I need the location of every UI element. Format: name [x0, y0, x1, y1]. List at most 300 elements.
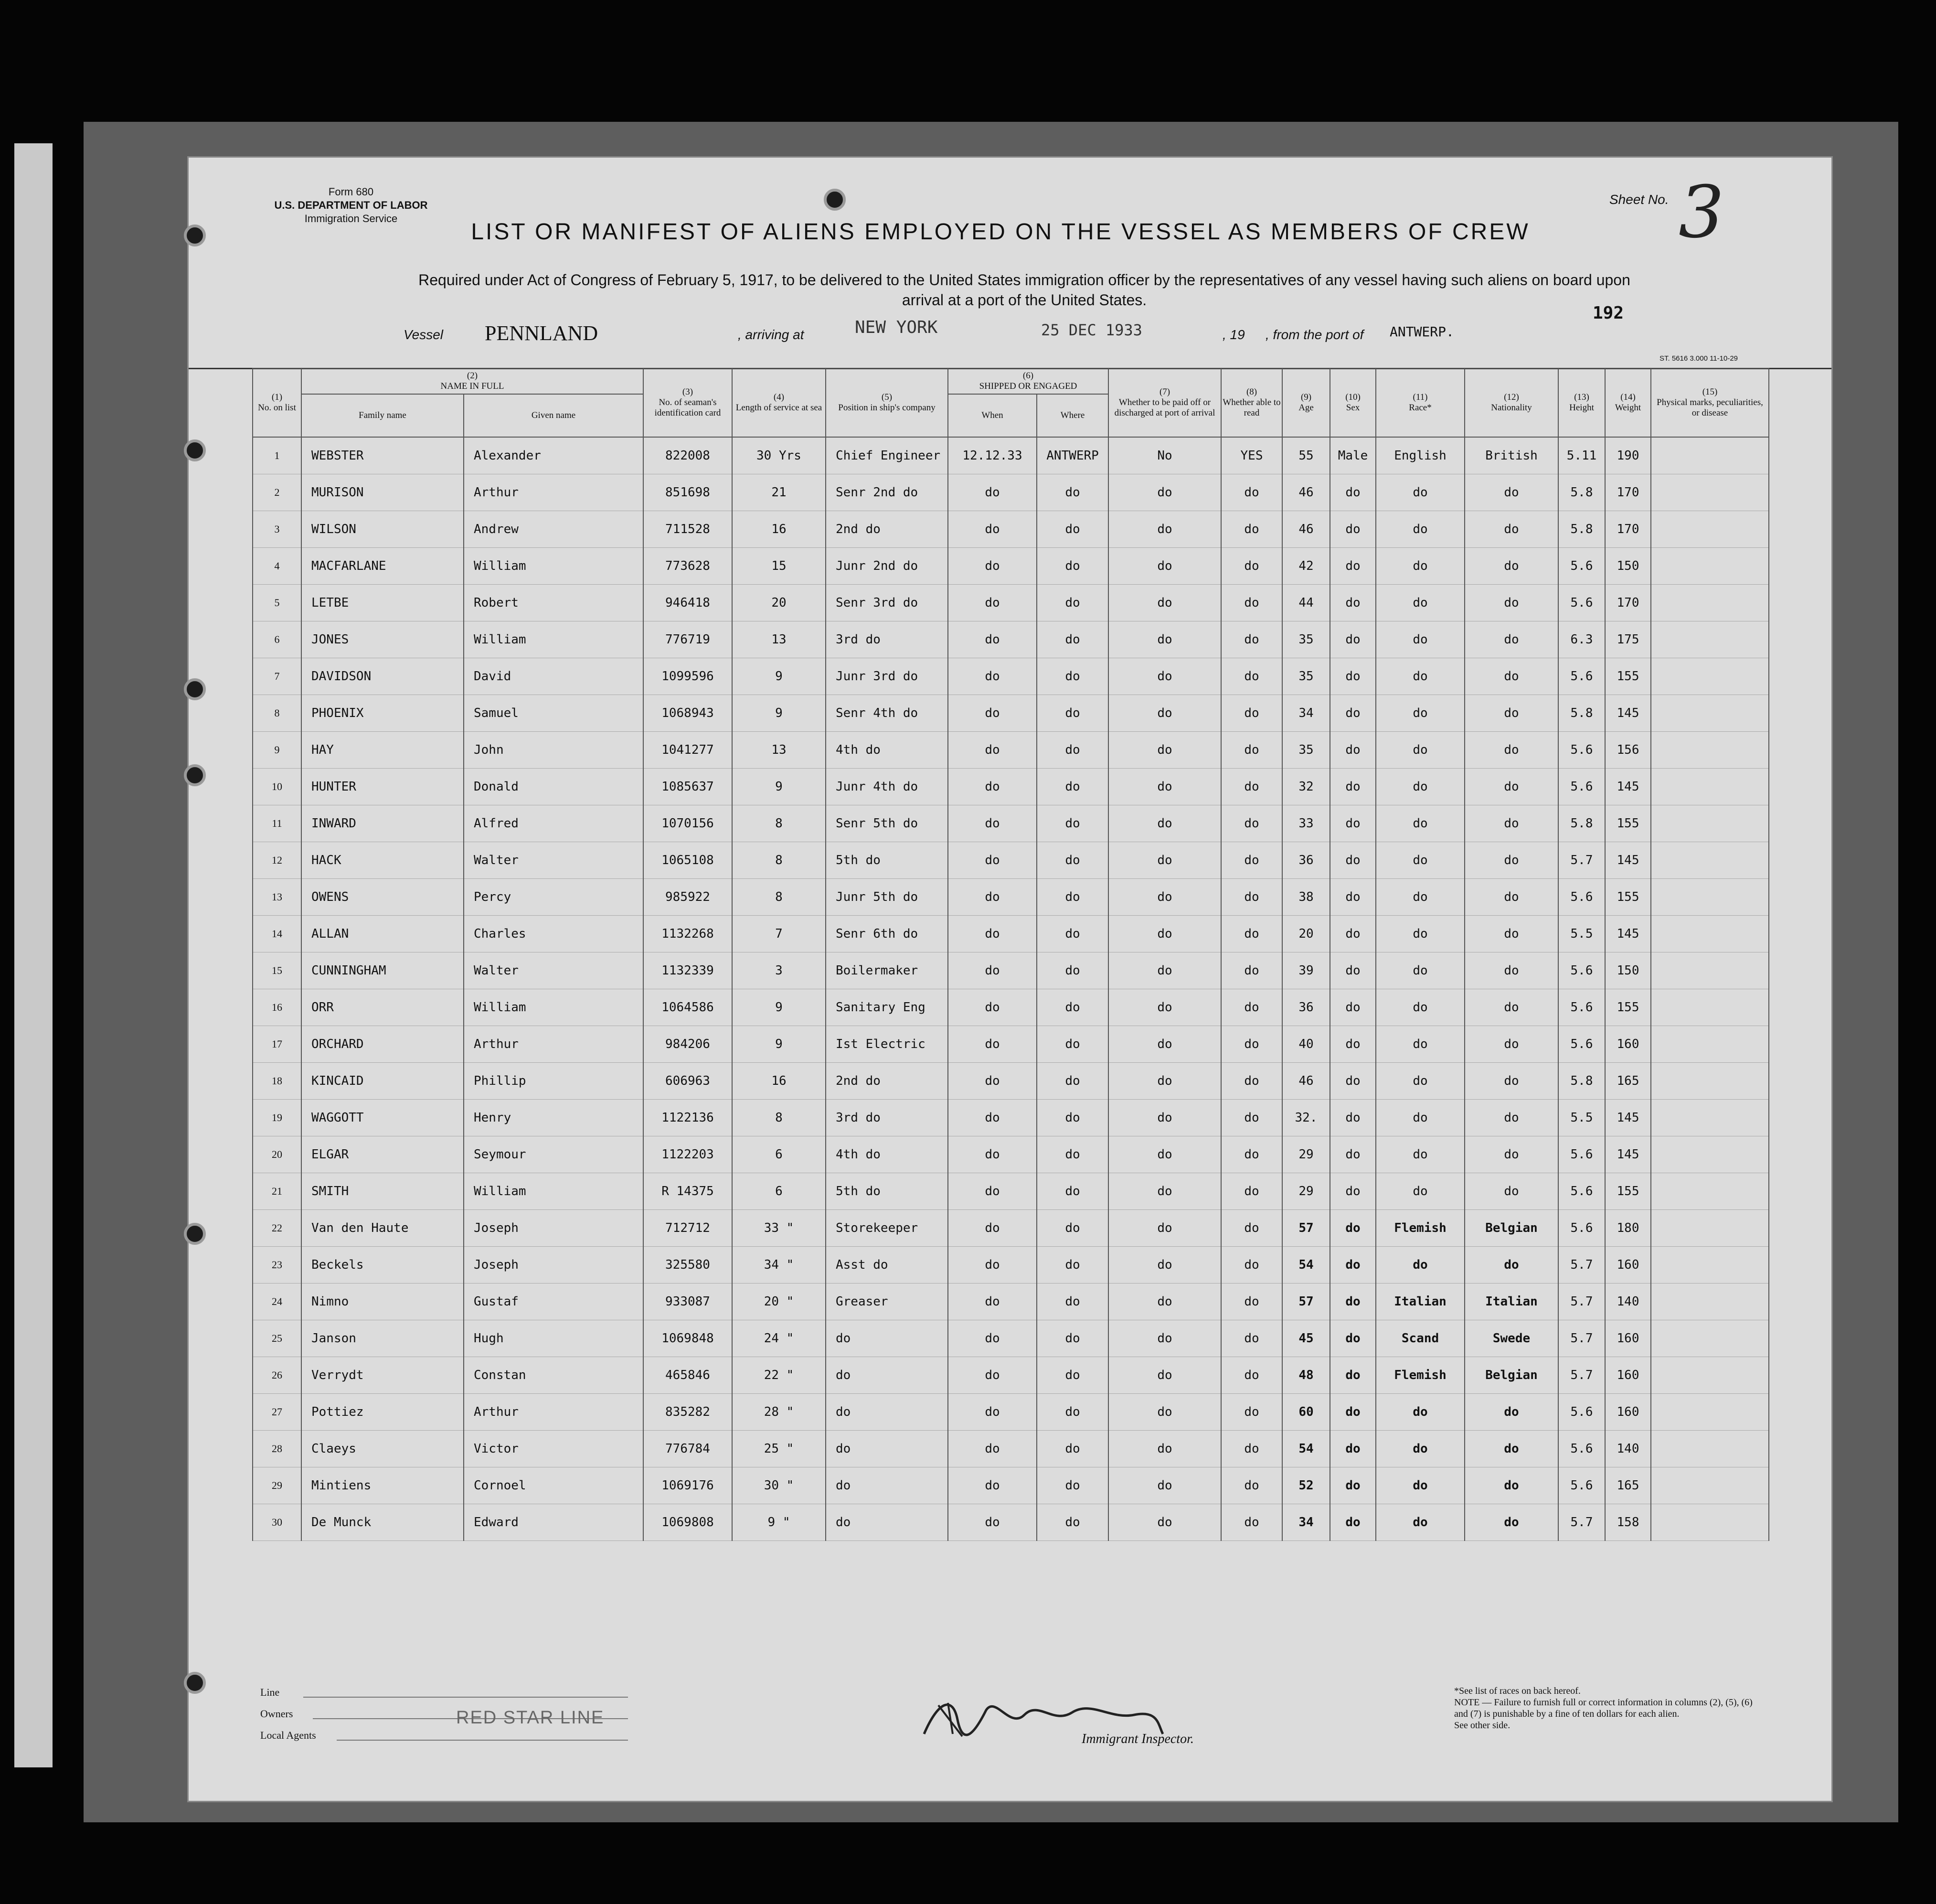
cell-row-number: 24	[253, 1284, 301, 1320]
cell-seaman-id: 985922	[643, 879, 732, 916]
cell-shipped-when: do	[948, 916, 1037, 952]
cell-position: 3rd do	[826, 621, 948, 658]
cell-seaman-id: 822008	[643, 437, 732, 474]
cell-shipped-where: do	[1037, 1357, 1108, 1394]
cell-physical-marks	[1651, 989, 1769, 1026]
cell-able-to-read: do	[1221, 732, 1282, 769]
cell-position: Junr 5th do	[826, 879, 948, 916]
cell-shipped-where: do	[1037, 732, 1108, 769]
cell-row-number: 28	[253, 1431, 301, 1467]
cell-position: do	[826, 1467, 948, 1504]
col-nationality: (12) Nationality	[1465, 368, 1558, 437]
cell-position: do	[826, 1394, 948, 1431]
cell-height: 5.6	[1558, 879, 1605, 916]
cell-able-to-read: do	[1221, 1467, 1282, 1504]
cell-paid-off: do	[1108, 879, 1221, 916]
cell-shipped-when: do	[948, 1467, 1037, 1504]
cell-nationality: do	[1465, 952, 1558, 989]
cell-race: do	[1376, 1467, 1465, 1504]
cell-race: Italian	[1376, 1284, 1465, 1320]
table-row	[253, 1100, 1769, 1136]
owners-label: Owners	[260, 1708, 293, 1720]
cell-race: do	[1376, 769, 1465, 805]
cell-age: 46	[1282, 1063, 1330, 1100]
cell-physical-marks	[1651, 1431, 1769, 1467]
cell-height: 5.7	[1558, 842, 1605, 879]
cell-shipped-where: do	[1037, 989, 1108, 1026]
cell-service-length: 9	[732, 658, 826, 695]
cell-family-name: Verrydt	[301, 1357, 464, 1394]
cell-row-number: 3	[253, 511, 301, 548]
cell-given-name: Victor	[464, 1431, 643, 1467]
cell-physical-marks	[1651, 952, 1769, 989]
cell-family-name: Nimno	[301, 1284, 464, 1320]
cell-family-name: HACK	[301, 842, 464, 879]
cell-weight: 158	[1605, 1504, 1651, 1541]
cell-weight: 150	[1605, 548, 1651, 585]
cell-seaman-id: 1065108	[643, 842, 732, 879]
cell-shipped-when: do	[948, 1100, 1037, 1136]
cell-weight: 160	[1605, 1320, 1651, 1357]
cell-service-length: 9	[732, 1026, 826, 1063]
cell-weight: 145	[1605, 1136, 1651, 1173]
table-row	[253, 842, 1769, 879]
cell-position: Senr 2nd do	[826, 474, 948, 511]
cell-able-to-read: do	[1221, 1100, 1282, 1136]
cell-service-length: 33 "	[732, 1210, 826, 1247]
col-when: When	[948, 394, 1037, 437]
cell-family-name: JONES	[301, 621, 464, 658]
cell-paid-off: do	[1108, 548, 1221, 585]
cell-paid-off: do	[1108, 1394, 1221, 1431]
cell-row-number: 14	[253, 916, 301, 952]
cell-weight: 150	[1605, 952, 1651, 989]
cell-physical-marks	[1651, 585, 1769, 621]
cell-shipped-when: do	[948, 511, 1037, 548]
col-race: (11) Race*	[1376, 368, 1465, 437]
cell-race: Scand	[1376, 1320, 1465, 1357]
cell-nationality: do	[1465, 695, 1558, 732]
cell-age: 48	[1282, 1357, 1330, 1394]
cell-sex: do	[1330, 805, 1376, 842]
cell-shipped-where: do	[1037, 548, 1108, 585]
cell-shipped-where: do	[1037, 879, 1108, 916]
cell-given-name: Arthur	[464, 1026, 643, 1063]
cell-shipped-when: do	[948, 842, 1037, 879]
cell-sex: do	[1330, 1284, 1376, 1320]
crew-table	[252, 368, 1769, 1541]
cell-able-to-read: do	[1221, 1394, 1282, 1431]
cell-shipped-when: do	[948, 621, 1037, 658]
cell-physical-marks	[1651, 769, 1769, 805]
cell-age: 34	[1282, 695, 1330, 732]
from-port: ANTWERP.	[1390, 324, 1454, 340]
cell-row-number: 27	[253, 1394, 301, 1431]
cell-sex: do	[1330, 658, 1376, 695]
cell-paid-off: do	[1108, 952, 1221, 989]
cell-family-name: ORCHARD	[301, 1026, 464, 1063]
cell-paid-off: do	[1108, 1431, 1221, 1467]
cell-sex: do	[1330, 474, 1376, 511]
cell-race: do	[1376, 916, 1465, 952]
cell-physical-marks	[1651, 437, 1769, 474]
cell-nationality: Italian	[1465, 1284, 1558, 1320]
footer-note	[1454, 1685, 1760, 1731]
cell-seaman-id: 1069176	[643, 1467, 732, 1504]
table-row	[253, 1467, 1769, 1504]
cell-position: Senr 3rd do	[826, 585, 948, 621]
cell-height: 5.6	[1558, 1026, 1605, 1063]
cell-seaman-id: 1132268	[643, 916, 732, 952]
cell-sex: do	[1330, 1320, 1376, 1357]
cell-age: 34	[1282, 1504, 1330, 1541]
cell-nationality: Belgian	[1465, 1210, 1558, 1247]
cell-height: 5.8	[1558, 511, 1605, 548]
table-row	[253, 474, 1769, 511]
cell-age: 39	[1282, 952, 1330, 989]
cell-race: do	[1376, 1063, 1465, 1100]
cell-shipped-when: do	[948, 805, 1037, 842]
cell-service-length: 9	[732, 695, 826, 732]
cell-seaman-id: 946418	[643, 585, 732, 621]
cell-sex: do	[1330, 1063, 1376, 1100]
cell-weight: 156	[1605, 732, 1651, 769]
cell-paid-off: do	[1108, 658, 1221, 695]
cell-position: do	[826, 1504, 948, 1541]
cell-shipped-when: do	[948, 1210, 1037, 1247]
cell-nationality: British	[1465, 437, 1558, 474]
cell-service-length: 8	[732, 879, 826, 916]
col-weight: (14) Weight	[1605, 368, 1651, 437]
table-row	[253, 585, 1769, 621]
cell-row-number: 7	[253, 658, 301, 695]
cell-row-number: 10	[253, 769, 301, 805]
cell-age: 54	[1282, 1247, 1330, 1284]
cell-height: 5.6	[1558, 1210, 1605, 1247]
table-row	[253, 621, 1769, 658]
cell-position: Junr 3rd do	[826, 658, 948, 695]
cell-age: 45	[1282, 1320, 1330, 1357]
cell-service-length: 9 "	[732, 1504, 826, 1541]
cell-family-name: Van den Haute	[301, 1210, 464, 1247]
cell-height: 5.6	[1558, 1467, 1605, 1504]
cell-able-to-read: do	[1221, 474, 1282, 511]
cell-shipped-when: do	[948, 548, 1037, 585]
year-label: , 19	[1223, 327, 1245, 342]
cell-given-name: Alexander	[464, 437, 643, 474]
table-row	[253, 1394, 1769, 1431]
inspector-label: Immigrant Inspector.	[1082, 1732, 1194, 1746]
cell-position: Asst do	[826, 1247, 948, 1284]
cell-paid-off: do	[1108, 1247, 1221, 1284]
cell-nationality: do	[1465, 658, 1558, 695]
cell-service-length: 21	[732, 474, 826, 511]
cell-height: 5.6	[1558, 732, 1605, 769]
cell-shipped-where: do	[1037, 1136, 1108, 1173]
cell-position: Ist Electric	[826, 1026, 948, 1063]
cell-height: 5.11	[1558, 437, 1605, 474]
cell-shipped-when: do	[948, 1063, 1037, 1100]
cell-service-length: 22 "	[732, 1357, 826, 1394]
cell-seaman-id: 1122203	[643, 1136, 732, 1173]
cell-seaman-id: 712712	[643, 1210, 732, 1247]
cell-seaman-id: 933087	[643, 1284, 732, 1320]
cell-family-name: SMITH	[301, 1173, 464, 1210]
cell-shipped-when: do	[948, 1431, 1037, 1467]
cell-shipped-where: do	[1037, 1431, 1108, 1467]
cell-physical-marks	[1651, 805, 1769, 842]
cell-position: Greaser	[826, 1284, 948, 1320]
cell-seaman-id: 773628	[643, 548, 732, 585]
cell-position: Senr 4th do	[826, 695, 948, 732]
cell-position: Boilermaker	[826, 952, 948, 989]
cell-service-length: 34 "	[732, 1247, 826, 1284]
cell-sex: do	[1330, 952, 1376, 989]
cell-age: 57	[1282, 1284, 1330, 1320]
cell-nationality: do	[1465, 1100, 1558, 1136]
cell-service-length: 3	[732, 952, 826, 989]
cell-shipped-when: do	[948, 1136, 1037, 1173]
table-row	[253, 1504, 1769, 1541]
cell-row-number: 21	[253, 1173, 301, 1210]
cell-family-name: Pottiez	[301, 1394, 464, 1431]
cell-service-length: 8	[732, 805, 826, 842]
cell-weight: 145	[1605, 1100, 1651, 1136]
table-row	[253, 1431, 1769, 1467]
cell-physical-marks	[1651, 695, 1769, 732]
cell-given-name: Percy	[464, 879, 643, 916]
cell-race: do	[1376, 695, 1465, 732]
col-paid-off: (7) Whether to be paid off or discharged at port of arrival	[1108, 368, 1221, 437]
vessel-name: PENNLAND	[485, 321, 598, 345]
cell-paid-off: do	[1108, 1026, 1221, 1063]
cell-paid-off: do	[1108, 474, 1221, 511]
cell-shipped-where: do	[1037, 1026, 1108, 1063]
cell-weight: 145	[1605, 842, 1651, 879]
cell-sex: do	[1330, 769, 1376, 805]
cell-position: 4th do	[826, 732, 948, 769]
cell-family-name: WEBSTER	[301, 437, 464, 474]
cell-age: 36	[1282, 989, 1330, 1026]
cell-row-number: 12	[253, 842, 301, 879]
cell-row-number: 29	[253, 1467, 301, 1504]
cell-row-number: 26	[253, 1357, 301, 1394]
cell-family-name: Mintiens	[301, 1467, 464, 1504]
cell-able-to-read: do	[1221, 916, 1282, 952]
cell-shipped-when: do	[948, 585, 1037, 621]
cell-given-name: Robert	[464, 585, 643, 621]
cell-physical-marks	[1651, 1026, 1769, 1063]
cell-sex: do	[1330, 1394, 1376, 1431]
cell-able-to-read: do	[1221, 1210, 1282, 1247]
cell-paid-off: do	[1108, 916, 1221, 952]
table-row	[253, 769, 1769, 805]
cell-given-name: William	[464, 548, 643, 585]
manifest-page	[189, 158, 1831, 1801]
cell-shipped-when: do	[948, 1173, 1037, 1210]
cell-row-number: 6	[253, 621, 301, 658]
cell-height: 5.8	[1558, 695, 1605, 732]
table-row	[253, 1357, 1769, 1394]
cell-seaman-id: 1132339	[643, 952, 732, 989]
cell-given-name: Charles	[464, 916, 643, 952]
cell-shipped-when: do	[948, 474, 1037, 511]
cell-shipped-when: do	[948, 1357, 1037, 1394]
cell-able-to-read: do	[1221, 1357, 1282, 1394]
cell-physical-marks	[1651, 1320, 1769, 1357]
cell-paid-off: do	[1108, 842, 1221, 879]
cell-seaman-id: 711528	[643, 511, 732, 548]
table-row	[253, 989, 1769, 1026]
cell-age: 55	[1282, 437, 1330, 474]
from-port-label: , from the port of	[1266, 327, 1364, 342]
cell-family-name: INWARD	[301, 805, 464, 842]
cell-shipped-when: do	[948, 769, 1037, 805]
cell-given-name: Arthur	[464, 474, 643, 511]
cell-height: 5.8	[1558, 1063, 1605, 1100]
cell-physical-marks	[1651, 1357, 1769, 1394]
cell-sex: do	[1330, 1504, 1376, 1541]
cell-row-number: 1	[253, 437, 301, 474]
cell-family-name: WAGGOTT	[301, 1100, 464, 1136]
cell-service-length: 30 "	[732, 1467, 826, 1504]
cell-race: do	[1376, 548, 1465, 585]
cell-height: 5.6	[1558, 585, 1605, 621]
cell-able-to-read: do	[1221, 1063, 1282, 1100]
table-row	[253, 1247, 1769, 1284]
cell-physical-marks	[1651, 1394, 1769, 1431]
cell-paid-off: do	[1108, 585, 1221, 621]
cell-weight: 190	[1605, 437, 1651, 474]
arriving-label: , arriving at	[738, 327, 804, 342]
cell-age: 60	[1282, 1394, 1330, 1431]
cell-race: do	[1376, 805, 1465, 842]
cell-family-name: HAY	[301, 732, 464, 769]
cell-height: 6.3	[1558, 621, 1605, 658]
cell-family-name: De Munck	[301, 1504, 464, 1541]
note-see-other-side: See other side.	[1454, 1720, 1511, 1731]
cell-weight: 180	[1605, 1210, 1651, 1247]
cell-service-length: 25 "	[732, 1431, 826, 1467]
cell-shipped-where: do	[1037, 511, 1108, 548]
cell-physical-marks	[1651, 916, 1769, 952]
cell-height: 5.8	[1558, 805, 1605, 842]
cell-physical-marks	[1651, 548, 1769, 585]
note-penalty: NOTE — Failure to furnish full or correct information in columns (2), (5), (6) and (7) is punishable by a fine of ten dollars for each alien.	[1454, 1697, 1753, 1719]
cell-race: do	[1376, 732, 1465, 769]
cell-shipped-when: do	[948, 879, 1037, 916]
cell-row-number: 25	[253, 1320, 301, 1357]
cell-shipped-when: do	[948, 658, 1037, 695]
cell-race: do	[1376, 621, 1465, 658]
cell-age: 46	[1282, 511, 1330, 548]
cell-sex: do	[1330, 695, 1376, 732]
cell-nationality: do	[1465, 842, 1558, 879]
cell-able-to-read: do	[1221, 879, 1282, 916]
cell-row-number: 22	[253, 1210, 301, 1247]
cell-physical-marks	[1651, 1504, 1769, 1541]
cell-weight: 140	[1605, 1284, 1651, 1320]
table-row	[253, 879, 1769, 916]
cell-physical-marks	[1651, 1247, 1769, 1284]
cell-age: 33	[1282, 805, 1330, 842]
table-row	[253, 658, 1769, 695]
cell-shipped-where: do	[1037, 1467, 1108, 1504]
cell-sex: do	[1330, 916, 1376, 952]
cell-able-to-read: do	[1221, 1504, 1282, 1541]
cell-nationality: do	[1465, 511, 1558, 548]
cell-family-name: OWENS	[301, 879, 464, 916]
cell-row-number: 16	[253, 989, 301, 1026]
cell-service-length: 9	[732, 989, 826, 1026]
cell-family-name: Claeys	[301, 1431, 464, 1467]
cell-able-to-read: do	[1221, 769, 1282, 805]
col-age: (9) Age	[1282, 368, 1330, 437]
cell-seaman-id: 325580	[643, 1247, 732, 1284]
cell-paid-off: do	[1108, 1320, 1221, 1357]
cell-race: do	[1376, 1100, 1465, 1136]
cell-shipped-where: do	[1037, 842, 1108, 879]
cell-weight: 165	[1605, 1467, 1651, 1504]
cell-family-name: KINCAID	[301, 1063, 464, 1100]
table-row	[253, 437, 1769, 474]
cell-row-number: 18	[253, 1063, 301, 1100]
cell-race: do	[1376, 585, 1465, 621]
cell-height: 5.7	[1558, 1357, 1605, 1394]
cell-weight: 145	[1605, 916, 1651, 952]
table-row	[253, 511, 1769, 548]
cell-sex: Male	[1330, 437, 1376, 474]
cell-position: do	[826, 1357, 948, 1394]
punch-hole	[184, 1672, 206, 1694]
cell-weight: 160	[1605, 1394, 1651, 1431]
cell-given-name: Arthur	[464, 1394, 643, 1431]
punch-hole	[184, 678, 206, 700]
cell-shipped-when: do	[948, 1284, 1037, 1320]
punch-hole	[824, 189, 846, 211]
note-races: *See list of races on back hereof.	[1454, 1686, 1581, 1696]
cell-paid-off: do	[1108, 621, 1221, 658]
cell-race: do	[1376, 1136, 1465, 1173]
col-height: (13) Height	[1558, 368, 1605, 437]
table-row	[253, 952, 1769, 989]
cell-nationality: do	[1465, 1504, 1558, 1541]
cell-weight: 155	[1605, 805, 1651, 842]
cell-given-name: Seymour	[464, 1136, 643, 1173]
cell-height: 5.7	[1558, 1320, 1605, 1357]
cell-seaman-id: 1068943	[643, 695, 732, 732]
cell-seaman-id: 1070156	[643, 805, 732, 842]
cell-able-to-read: do	[1221, 1431, 1282, 1467]
cell-weight: 160	[1605, 1247, 1651, 1284]
cell-row-number: 20	[253, 1136, 301, 1173]
sheet-number-value: 3	[1679, 171, 1724, 254]
cell-sex: do	[1330, 1026, 1376, 1063]
cell-height: 5.6	[1558, 1431, 1605, 1467]
cell-row-number: 19	[253, 1100, 301, 1136]
cell-able-to-read: do	[1221, 989, 1282, 1026]
cell-given-name: William	[464, 1173, 643, 1210]
cell-seaman-id: 1122136	[643, 1100, 732, 1136]
cell-family-name: MURISON	[301, 474, 464, 511]
cell-paid-off: do	[1108, 1210, 1221, 1247]
cell-able-to-read: do	[1221, 1173, 1282, 1210]
cell-age: 40	[1282, 1026, 1330, 1063]
cell-position: 2nd do	[826, 511, 948, 548]
col-sex: (10) Sex	[1330, 368, 1376, 437]
cell-row-number: 11	[253, 805, 301, 842]
cell-sex: do	[1330, 842, 1376, 879]
